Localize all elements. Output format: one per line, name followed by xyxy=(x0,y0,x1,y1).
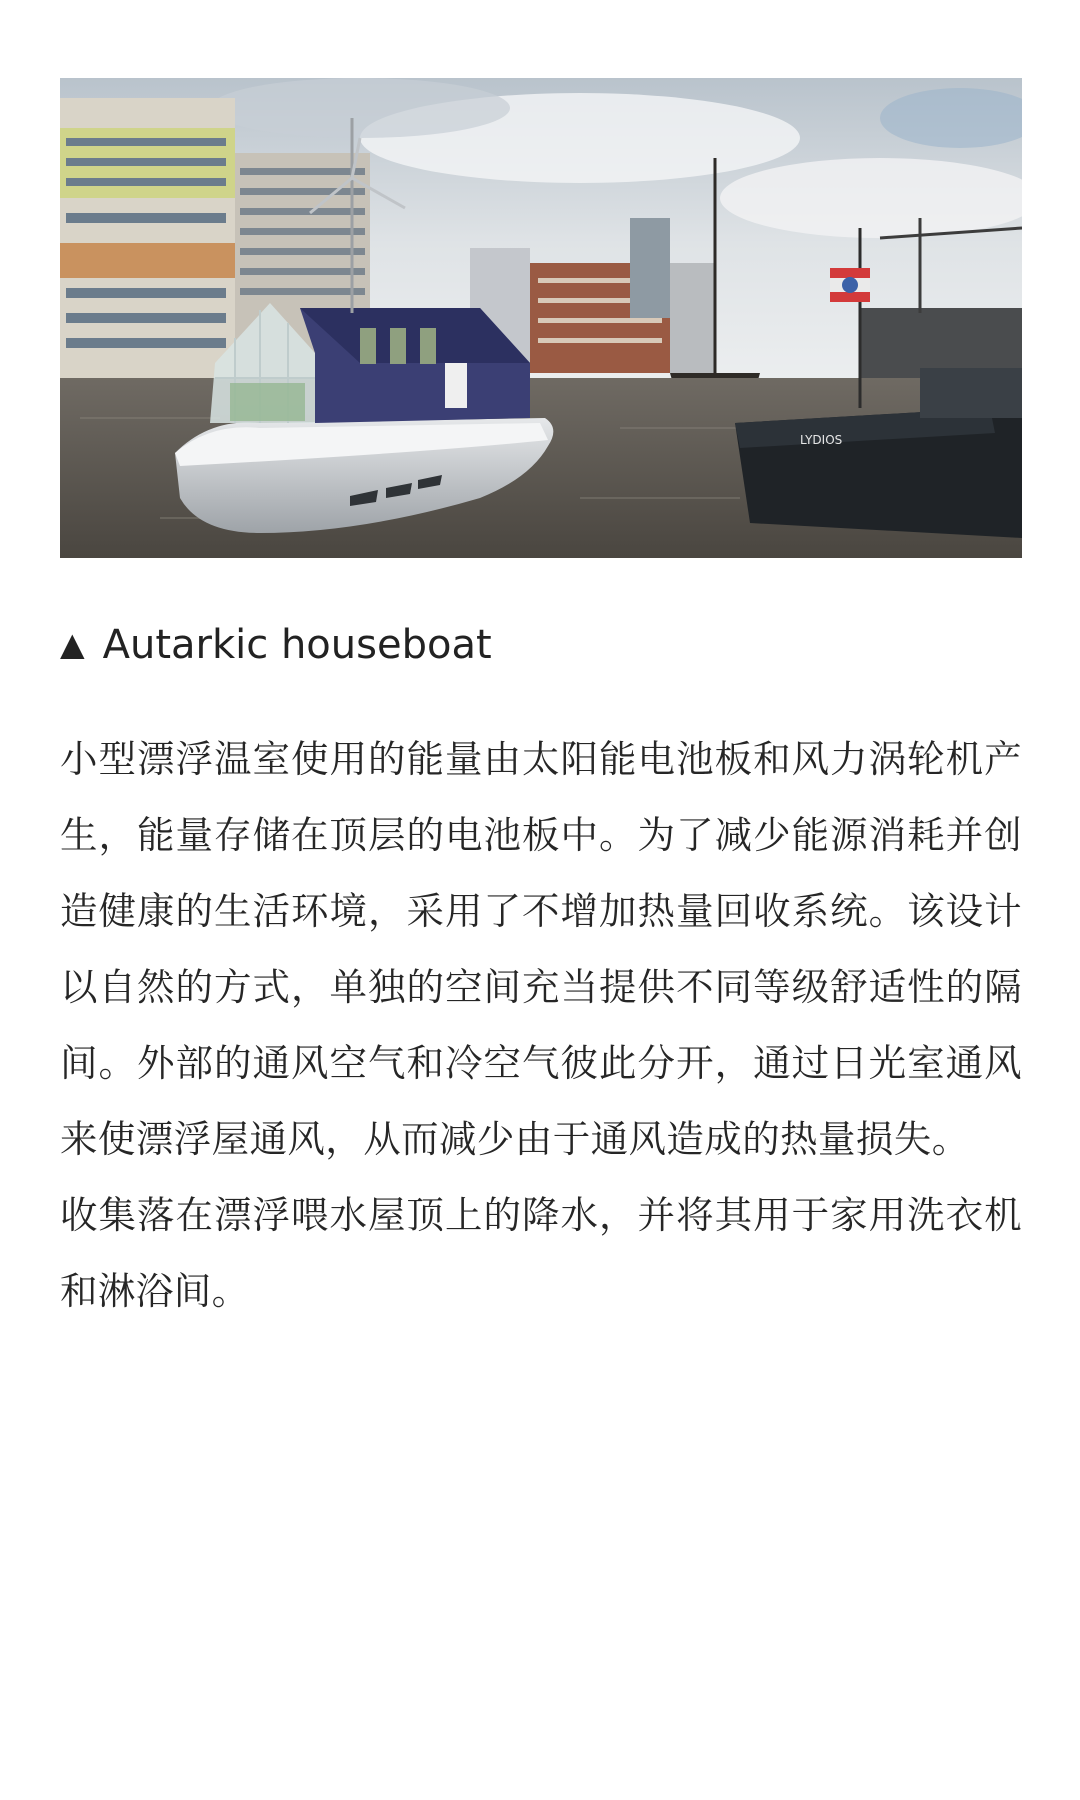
article-body xyxy=(60,721,1022,1329)
houseboat-photo xyxy=(60,78,1022,558)
image-caption xyxy=(60,618,1022,671)
triangle-icon: ▲ xyxy=(60,625,85,663)
boat-name-label: LYDIOS xyxy=(800,433,843,447)
paragraph: 小型漂浮温室使用的能量由太阳能电池板和风力涡轮机产生，能量存储在顶层的电池板中。为了减少能源消耗并创造健康的生活环境，采用了不增加热量回收系统。该设计以自然的方式，单独的空间充当提供不同等级舒适性的隔间。外部的通风空气和冷空气彼此分开，通过日光室通风来使漂浮屋通风，从而减少由于通风造成的热量损失。 xyxy=(60,737,1022,1161)
caption-text: Autarkic houseboat xyxy=(102,622,492,668)
paragraph: 收集落在漂浮喂水屋顶上的降水，并将其用于家用洗衣机和淋浴间。 xyxy=(60,1193,1022,1313)
article xyxy=(60,78,1022,1329)
